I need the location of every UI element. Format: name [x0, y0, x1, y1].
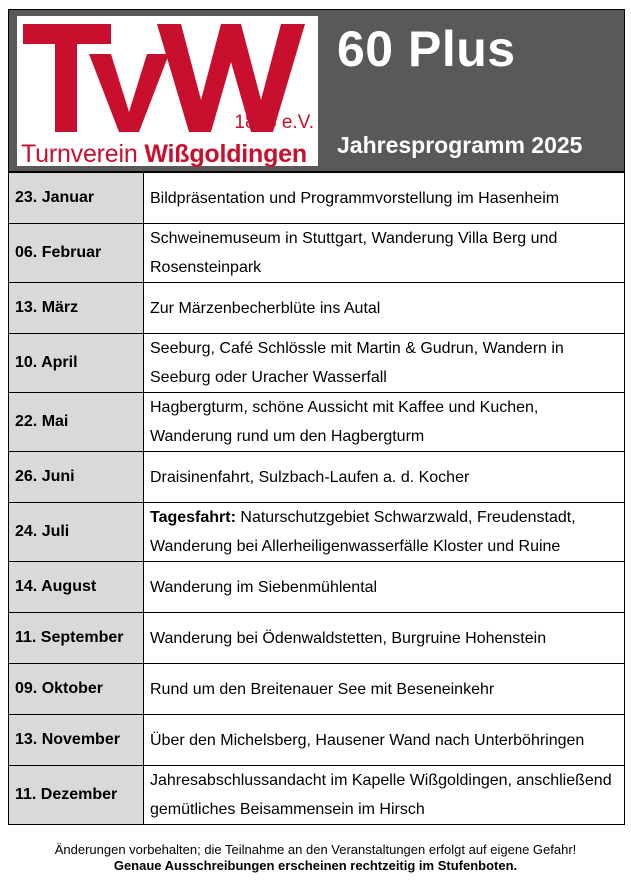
table-row [9, 283, 625, 334]
event-description: Jahresabschlussandacht im Kapelle Wißgoldingen, anschließend gemütliches Beisammensein im Hirsch [144, 766, 625, 825]
table-row [9, 334, 625, 393]
event-date: 13. November [9, 715, 144, 766]
footer [0, 842, 631, 874]
footer-announcement: Genaue Ausschreibungen erscheinen rechtzeitig im Stufenboten. [113, 858, 518, 873]
club-logo [17, 16, 318, 166]
event-date: 13. März [9, 283, 144, 334]
event-description [144, 503, 625, 562]
event-date: 06. Februar [9, 224, 144, 283]
event-date: 14. August [9, 562, 144, 613]
event-description: Seeburg, Café Schlössle mit Martin & Gudrun, Wandern in Seeburg oder Uracher Wasserfall [144, 334, 625, 393]
event-description: Schweinemuseum in Stuttgart, Wanderung Villa Berg und Rosensteinpark [144, 224, 625, 283]
table-row [9, 766, 625, 825]
footer-disclaimer: Änderungen vorbehalten; die Teilnahme an den Veranstaltungen erfolgt auf eigene Gefahr! [54, 842, 577, 857]
event-description: Zur Märzenbecherblüte ins Autal [144, 283, 625, 334]
event-lead: Tagesfahrt: [150, 509, 236, 526]
event-date: 26. Juni [9, 452, 144, 503]
header-banner [8, 9, 625, 172]
event-date: 11. Dezember [9, 766, 144, 825]
table-row [9, 503, 625, 562]
page-title: 60 Plus [337, 21, 516, 77]
event-text: Naturschutzgebiet Schwarzwald, Freudenstadt, Wanderung bei Allerheiligenwasserfälle Kloster und Ruine [150, 509, 576, 555]
event-description: Wanderung bei Ödenwaldstetten, Burgruine Hohenstein [144, 613, 625, 664]
page-subtitle: Jahresprogramm 2025 [337, 132, 583, 158]
table-row [9, 224, 625, 283]
table-row [9, 664, 625, 715]
logo-year: 1896 e.V. [234, 112, 314, 133]
table-row [9, 562, 625, 613]
event-description: Draisinenfahrt, Sulzbach-Laufen a. d. Kocher [144, 452, 625, 503]
event-date: 23. Januar [9, 173, 144, 224]
event-date: 22. Mai [9, 393, 144, 452]
table-row [9, 613, 625, 664]
event-description: Rund um den Breitenauer See mit Beseneinkehr [144, 664, 625, 715]
event-date: 10. April [9, 334, 144, 393]
event-description: Bildpräsentation und Programmvorstellung im Hasenheim [144, 173, 625, 224]
table-row [9, 452, 625, 503]
event-date: 24. Juli [9, 503, 144, 562]
table-row [9, 715, 625, 766]
logo-name-regular: Turnverein [21, 140, 145, 168]
table-row [9, 173, 625, 224]
event-description: Über den Michelsberg, Hausener Wand nach Unterböhringen [144, 715, 625, 766]
event-date: 09. Oktober [9, 664, 144, 715]
logo-club-name [21, 140, 307, 169]
event-description: Hagbergturm, schöne Aussicht mit Kaffee und Kuchen, Wanderung rund um den Hagbergturm [144, 393, 625, 452]
table-row [9, 393, 625, 452]
event-description: Wanderung im Siebenmühlental [144, 562, 625, 613]
program-table [8, 172, 625, 825]
event-date: 11. September [9, 613, 144, 664]
logo-name-bold: Wißgoldingen [144, 140, 307, 168]
